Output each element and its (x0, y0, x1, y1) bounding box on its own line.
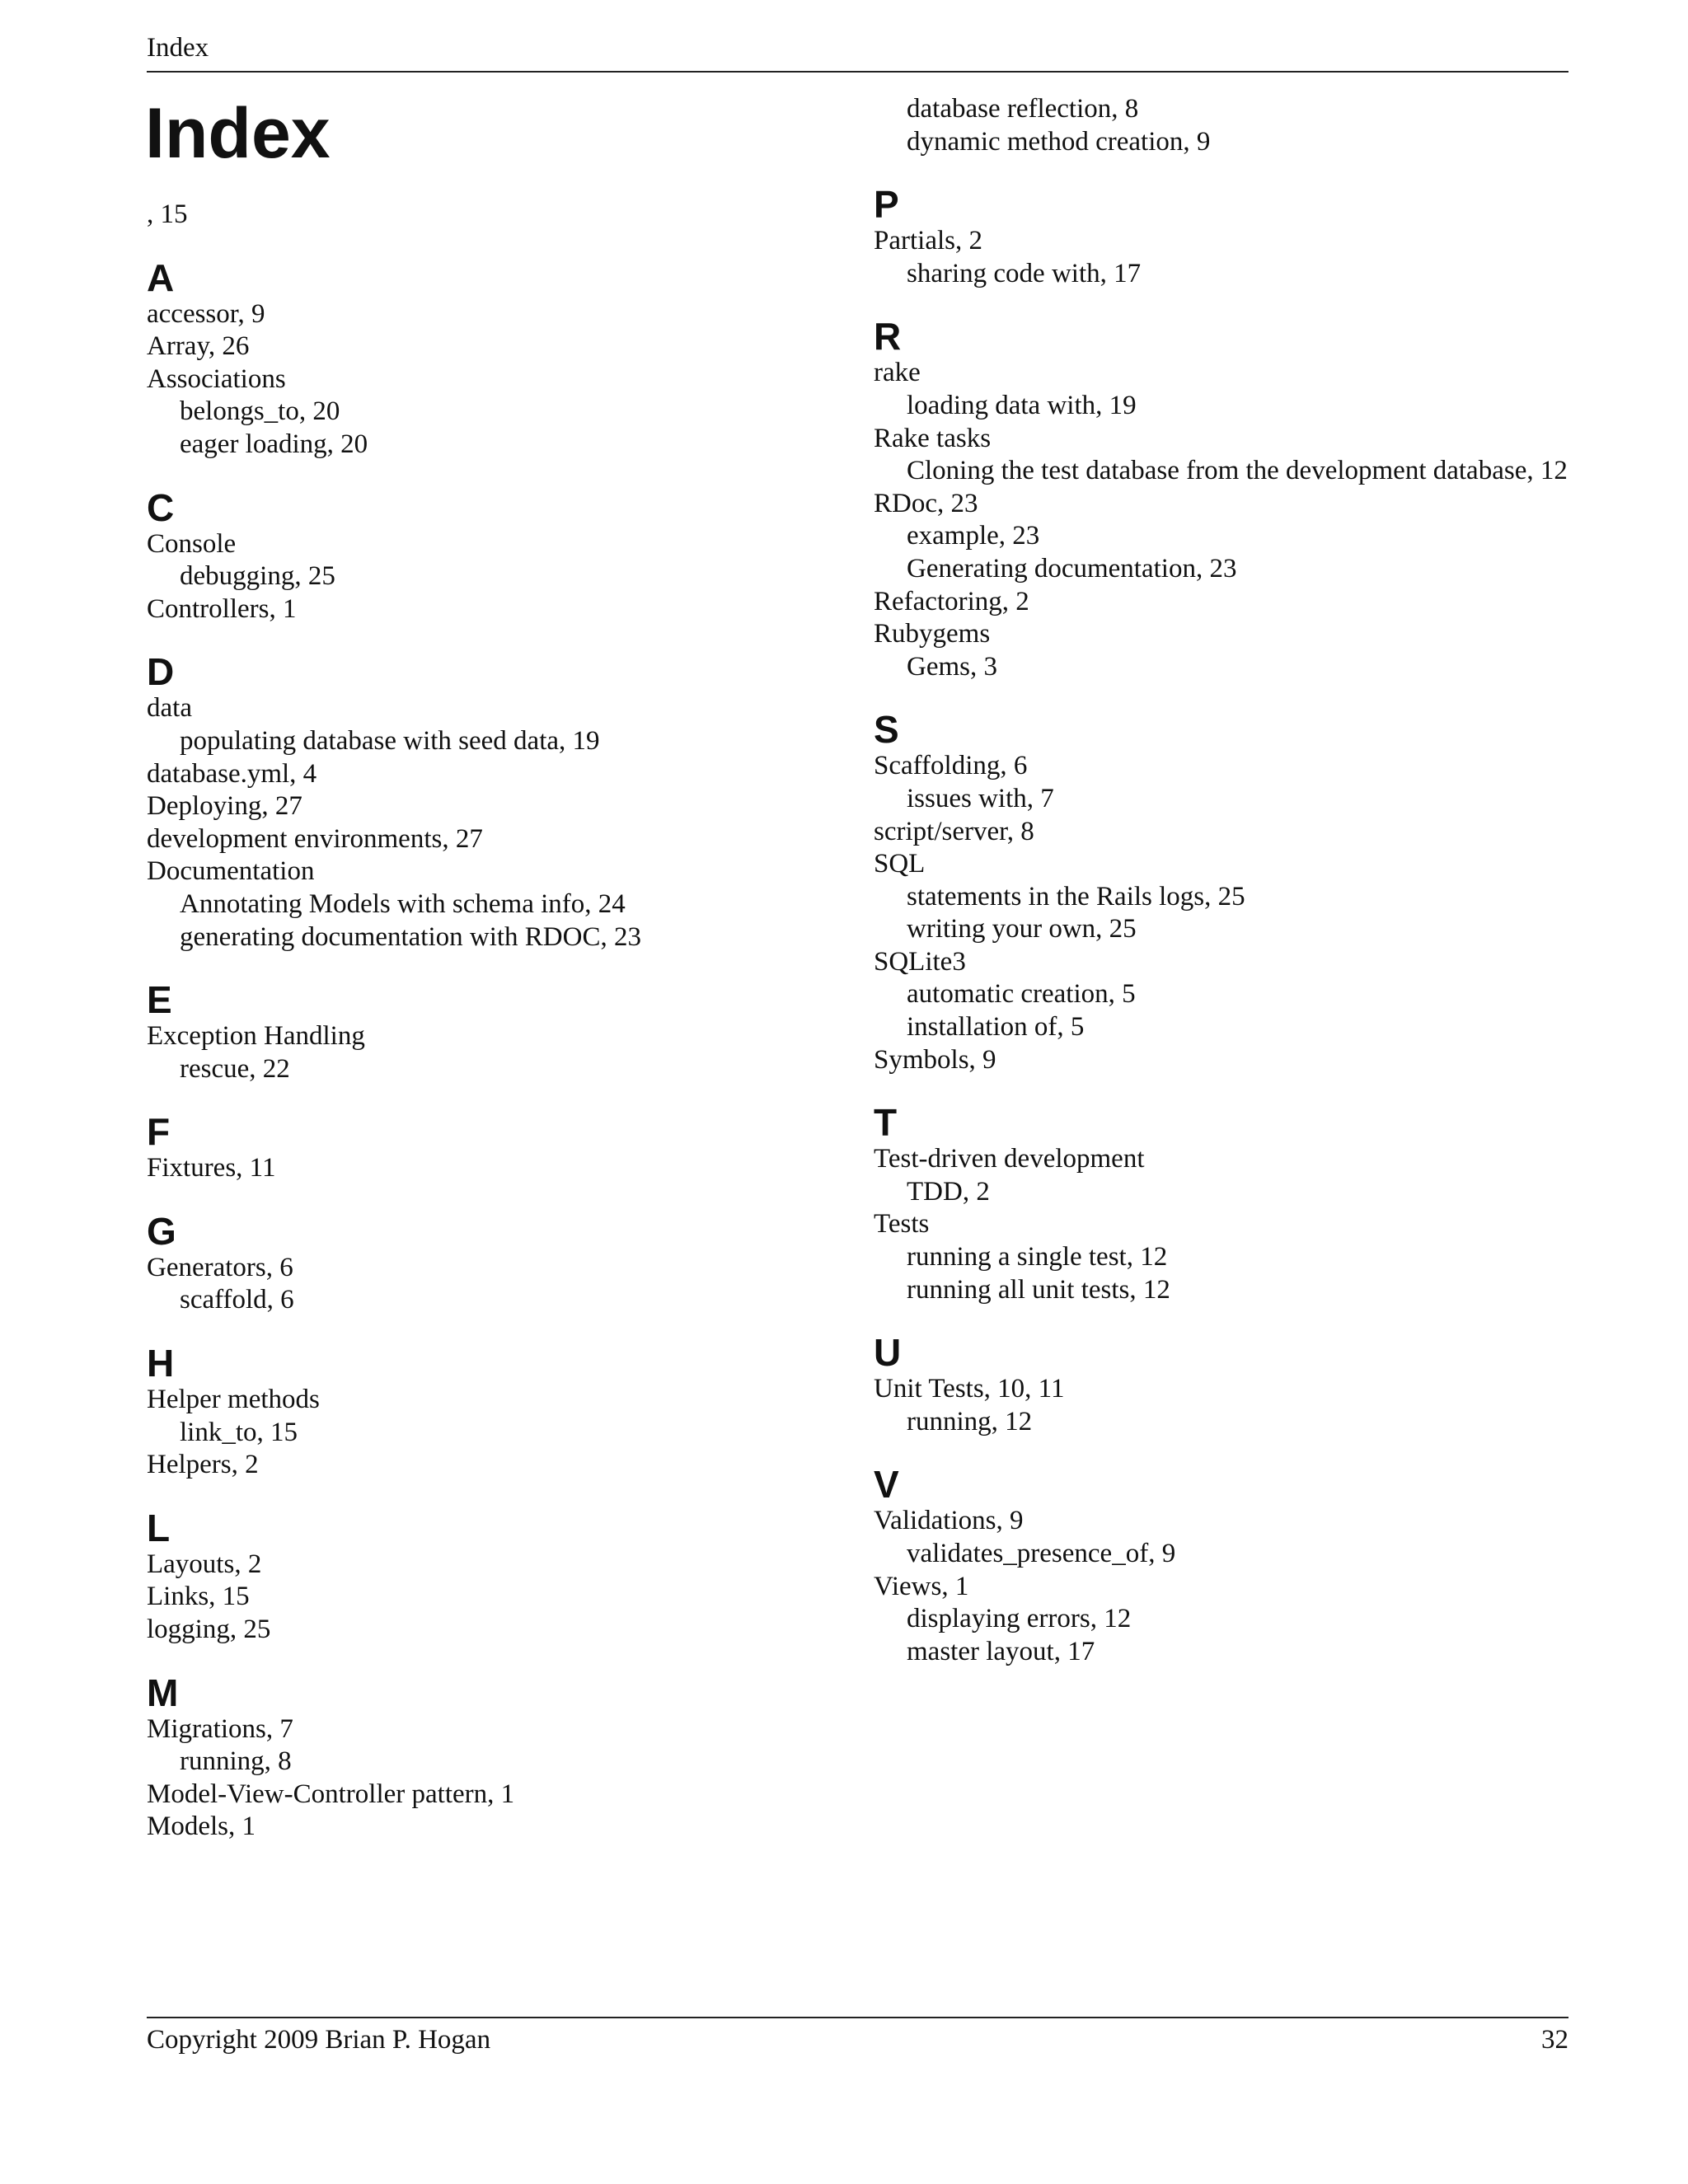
index-section (147, 976, 856, 1085)
index-entry: data (147, 693, 192, 724)
index-subentry: eager loading, 20 (180, 429, 368, 459)
index-subentry: sharing code with, 17 (907, 258, 1142, 288)
header-rule (147, 71, 1568, 73)
index-entry: Partials, 2 (874, 226, 982, 256)
section-letter: E (147, 978, 172, 1022)
index-section (147, 1504, 856, 1647)
index-subentry: writing your own, 25 (907, 914, 1137, 944)
index-entry: Controllers, 1 (147, 593, 297, 624)
index-entry: Model-View-Controller pattern, 1 (147, 1779, 515, 1809)
index-subentry: debugging, 25 (180, 561, 335, 592)
index-subentry: validates_presence_of, 9 (907, 1539, 1176, 1568)
index-entry: Generators, 6 (147, 1252, 293, 1282)
index-entry: Tests (874, 1209, 930, 1240)
page-number: 32 (1541, 2025, 1568, 2055)
index-entry: Layouts, 2 (147, 1549, 262, 1579)
index-entry: Refactoring, 2 (874, 586, 1029, 616)
index-subentry: TDD, 2 (907, 1176, 990, 1207)
index-subentry: running all unit tests, 12 (907, 1274, 1170, 1305)
index-subentry: running, 12 (907, 1406, 1033, 1436)
index-entry: SQLite3 (874, 946, 966, 977)
index-subentry: loading data with, 19 (907, 390, 1137, 420)
index-subentry: populating database with seed data, 19 (180, 725, 600, 756)
index-entry: Migrations, 7 (147, 1713, 293, 1744)
section-letter: R (874, 315, 902, 359)
index-entry: , 15 (147, 199, 188, 229)
section-letter: U (874, 1331, 902, 1375)
index-entry: RDoc, 23 (874, 488, 978, 518)
index-entry: Views, 1 (874, 1571, 969, 1601)
index-subentry: Annotating Models with schema info, 24 (180, 888, 626, 919)
index-entry: accessor, 9 (147, 298, 265, 329)
index-subentry: database reflection, 8 (907, 94, 1139, 124)
index-section (874, 93, 1582, 158)
index-section (147, 648, 856, 954)
index-subentry: statements in the Rails logs, 25 (907, 881, 1245, 912)
index-section (147, 1207, 856, 1317)
index-subentry: dynamic method creation, 9 (907, 126, 1211, 157)
index-entry: Test-driven development (874, 1144, 1145, 1174)
index-entry: Helpers, 2 (147, 1450, 259, 1480)
section-letter: A (147, 255, 175, 299)
footer-copyright: Copyright 2009 Brian P. Hogan (147, 2025, 491, 2055)
index-entry: Links, 15 (147, 1582, 250, 1612)
index-entry: Validations, 9 (874, 1506, 1024, 1536)
index-entry: Unit Tests, 10, 11 (874, 1374, 1065, 1404)
index-subentry: Generating documentation, 23 (907, 553, 1237, 583)
section-letter: G (147, 1209, 176, 1253)
section-letter: D (147, 650, 175, 694)
index-entry: Deploying, 27 (147, 791, 302, 822)
index-entry: Rubygems (874, 619, 991, 649)
index-section (147, 199, 856, 232)
section-letter: S (874, 708, 899, 752)
index-entry: logging, 25 (147, 1615, 271, 1645)
index-subentry: displaying errors, 12 (907, 1604, 1132, 1634)
index-entry: development environments, 27 (147, 823, 483, 854)
index-section (147, 1669, 856, 1844)
index-section (147, 1108, 856, 1185)
index-entry: Symbols, 9 (874, 1044, 996, 1075)
index-section (874, 312, 1582, 683)
index-entry: Scaffolding, 6 (874, 751, 1028, 781)
index-subentry: running, 8 (180, 1746, 292, 1777)
index-column-left (147, 199, 856, 1866)
running-header: Index (147, 33, 209, 63)
index-entry: Rake tasks (874, 423, 992, 453)
index-section (147, 1339, 856, 1482)
section-letter: T (874, 1101, 898, 1145)
index-section (147, 254, 856, 462)
index-subentry: issues with, 7 (907, 783, 1054, 813)
index-subentry: Gems, 3 (907, 651, 997, 682)
index-subentry: link_to, 15 (180, 1417, 298, 1447)
section-letter: V (874, 1463, 899, 1507)
index-entry: script/server, 8 (874, 816, 1034, 846)
index-entry: Exception Handling (147, 1021, 365, 1052)
index-entry: SQL (874, 849, 926, 879)
page-title: Index (145, 94, 331, 173)
index-entry: Documentation (147, 856, 315, 887)
index-section (874, 1099, 1582, 1306)
index-subentry: example, 23 (907, 521, 1040, 551)
section-letter: M (147, 1671, 179, 1714)
footer-rule (147, 2017, 1568, 2018)
index-entry: Fixtures, 11 (147, 1153, 276, 1183)
index-section (874, 180, 1582, 290)
section-letter: F (147, 1110, 171, 1154)
section-letter: H (147, 1342, 175, 1385)
index-entry: Array, 26 (147, 331, 250, 362)
index-subentry: scaffold, 6 (180, 1285, 294, 1315)
index-subentry: rescue, 22 (180, 1053, 290, 1084)
index-entry: Associations (147, 363, 286, 394)
index-subentry: installation of, 5 (907, 1012, 1085, 1043)
index-subentry: running a single test, 12 (907, 1242, 1168, 1272)
index-section (147, 484, 856, 626)
index-section (874, 1329, 1582, 1438)
index-subentry: Cloning the test database from the development database, 12 (907, 456, 1568, 486)
index-section (874, 705, 1582, 1076)
index-entry: Models, 1 (147, 1811, 256, 1842)
index-subentry: generating documentation with RDOC, 23 (180, 921, 641, 952)
index-section (874, 1460, 1582, 1668)
index-subentry: automatic creation, 5 (907, 979, 1136, 1010)
section-letter: P (874, 183, 899, 227)
index-entry: Helper methods (147, 1385, 320, 1415)
index-entry: Console (147, 528, 237, 559)
index-subentry: belongs_to, 20 (180, 396, 340, 427)
index-subentry: master layout, 17 (907, 1636, 1095, 1666)
index-column-right (874, 93, 1582, 1690)
index-entry: rake (874, 358, 921, 388)
index-entry: database.yml, 4 (147, 758, 317, 789)
section-letter: L (147, 1506, 171, 1549)
section-letter: C (147, 485, 175, 529)
